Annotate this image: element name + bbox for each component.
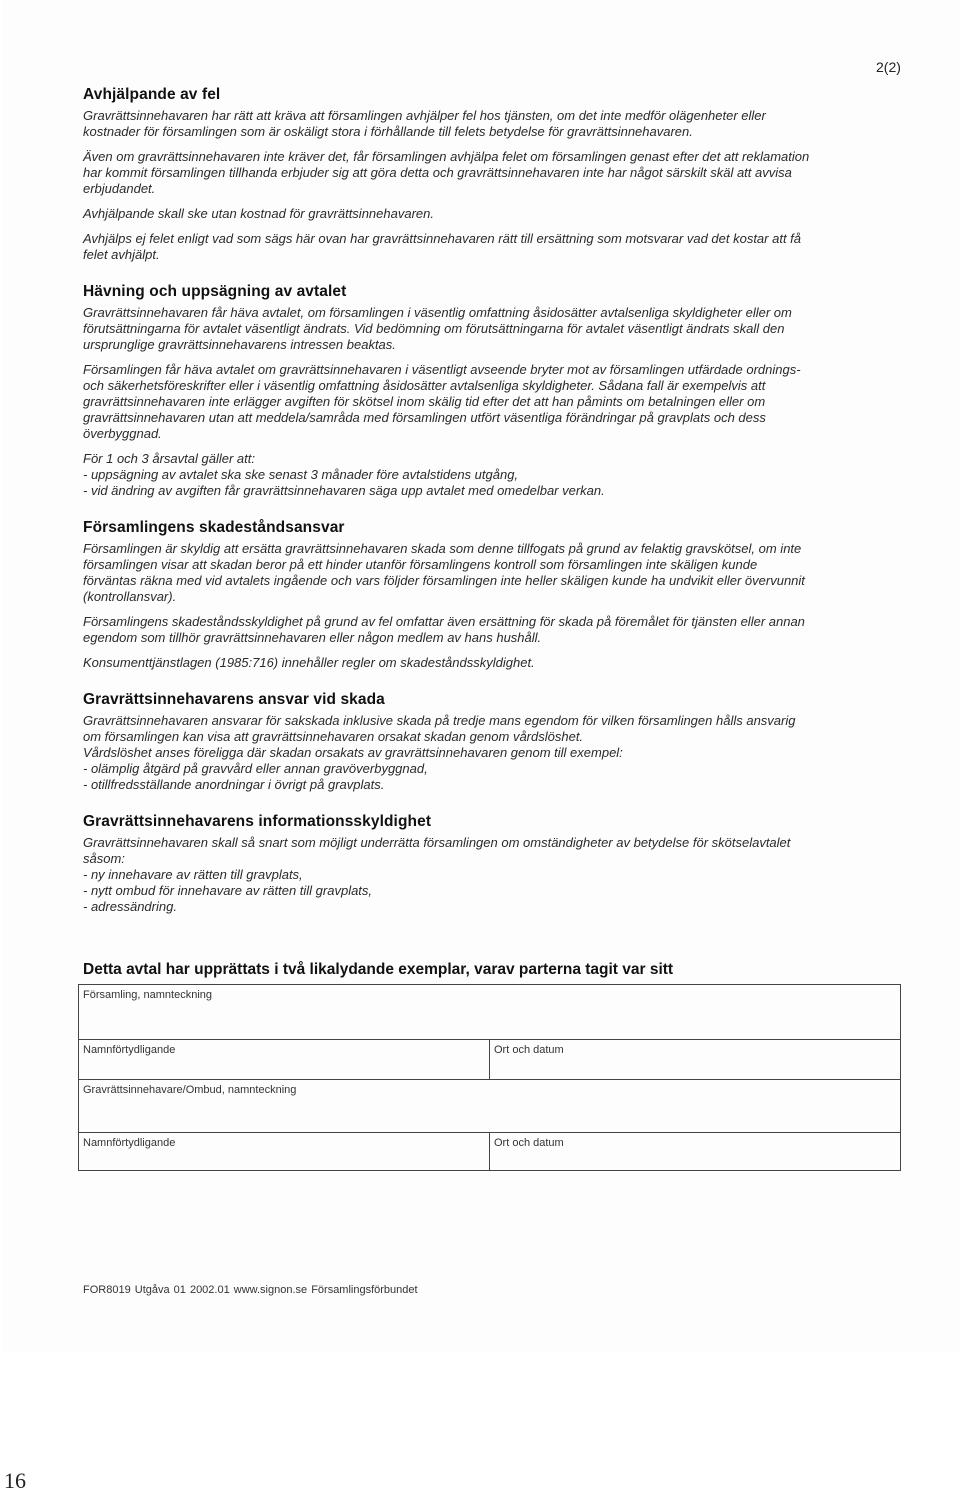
signature-row (79, 1133, 900, 1170)
section-heading: Gravrättsinnehavarens ansvar vid skada (83, 691, 385, 708)
forsamling-signature-field[interactable] (79, 985, 900, 1039)
section-avhjalpande (83, 86, 903, 263)
page-number: 2(2) (876, 59, 901, 75)
section-heading: Hävning och uppsägning av avtalet (83, 283, 347, 300)
field-label: Namnförtydligande (83, 1044, 176, 1056)
signature-heading: Detta avtal har upprättats i två likalydande exemplar, varav parterna tagit var sitt (83, 961, 674, 978)
field-label: Församling, namnteckning (83, 989, 213, 1001)
signature-table (78, 984, 901, 1171)
form-footer: FOR8019 Utgåva 01 2002.01 www.signon.se Församlingsförbundet (83, 1284, 418, 1296)
signature-row (79, 985, 900, 1040)
paragraph: Även om gravrättsinnehavaren inte kräver det, får församlingen avhjälpa felet om församlingen genast efter det att reklamation har kommit församlingen tillhanda erbjuder sig att göra detta och gravrättsinnehavaren inte har något särskilt skäl att avvisa erbjudandet. (83, 149, 810, 196)
paragraph: Gravrättsinnehavaren får häva avtalet, om församlingen i väsentlig omfattning åsidosätter avtalsenliga skyldigheter eller om förutsättningarna för avtalet väsentligt ändrats. Vid bedömning om förutsättningarna för avtalet väsentligt ändrats skall den ursprunglige gravrättsinnehavarens intressen beaktas. (83, 305, 792, 352)
paragraph: Avhjälpande skall ske utan kostnad för gravrättsinnehavaren. (83, 206, 434, 221)
section-heading: Gravrättsinnehavarens informationsskyldighet (83, 813, 432, 830)
section-informationsskyldighet (83, 813, 903, 915)
section-skadestandsansvar (83, 519, 903, 671)
signature-row (79, 1080, 900, 1133)
namnfortydligande-field[interactable] (79, 1040, 490, 1079)
signature-row (79, 1040, 900, 1080)
section-heading: Avhjälpande av fel (83, 86, 221, 103)
field-label: Ort och datum (494, 1044, 564, 1056)
paragraph: Församlingen är skyldig att ersätta gravrättsinnehavaren skada som denne tillfogats på grund av felaktig gravskötsel, om inte församlingen visar att skadan beror på ett hinder utanför församlingens kontroll som församlingen inte skäligen kunde förväntas räkna med vid avtalets ingående och vars följder församlingen inte heller skäligen kunde ha undvikit eller övervunnit (kontrollansvar). (83, 541, 805, 604)
paragraph: Gravrättsinnehavaren har rätt att kräva att församlingen avhjälper fel hos tjänsten, om det inte medför olägenheter eller kostnader för församlingen som är oskäligt stora i förhållande till felets betydelse för gravrättsinnehavaren. (83, 108, 766, 139)
paragraph: För 1 och 3 årsavtal gäller att: - uppsägning av avtalet ska ske senast 3 månader före avtalstidens utgång, - vid ändring av avgiften får gravrättsinnehavaren säga upp avtalet med omedelbar verkan. (83, 451, 605, 498)
paragraph: Gravrättsinnehavaren ansvarar för sakskada inklusive skada på tredje mans egendom för vilken församlingen hålls ansvarig om församlingen kan visa att gravrättsinnehavaren orsakat skadan genom vårdslöshet. Vårdslöshet anses föreligga där skadan orsakats av gravrättsinnehavaren genom till exempel: - olämplig åtgärd på gravvård eller annan gravöverbyggnad, - otillfredsställande anordningar i övrigt på gravplats. (83, 713, 796, 792)
paragraph: Gravrättsinnehavaren skall så snart som möjligt underrätta församlingen om omständigheter av betydelse för skötselavtalet såsom: - ny innehavare av rätten till gravplats, - nytt ombud för innehavare av rätten till gravplats, - adressändring. (83, 835, 791, 914)
gravratt-signature-field[interactable] (79, 1080, 900, 1132)
paragraph: Församlingens skadeståndsskyldighet på grund av fel omfattar även ersättning för skada på föremålet för tjänsten eller annan egendom som tillhör gravrättsinnehavaren eller någon medlem av hans hushåll. (83, 614, 805, 645)
paragraph: Avhjälps ej felet enligt vad som sägs här ovan har gravrättsinnehavaren rätt till ersättning som motsvarar vad det kostar att få felet avhjälpt. (83, 231, 802, 262)
ort-datum-field[interactable] (490, 1133, 900, 1170)
namnfortydligande-field[interactable] (79, 1133, 490, 1170)
section-havning (83, 283, 903, 499)
outer-page-number: 16 (4, 1468, 26, 1493)
section-heading: Församlingens skadeståndsansvar (83, 519, 345, 536)
paragraph: Församlingen får häva avtalet om gravrättsinnehavaren i väsentligt avseende bryter mot av församlingen utfärdade ordnings- och säkerhetsföreskrifter eller i väsentlig omfattning åsidosätter avtalsenliga skyldigheter. Sådana fall är exempelvis att gravrättsinnehavaren inte erlägger avgiften för skötsel inom skälig tid efter det att han påmints om betalningen eller om gravrättsinnehavaren utan att meddela/samråda med församlingen utfört väsentliga förändringar på gravplats och dess överbyggnad. (83, 362, 801, 441)
paragraph: Konsumenttjänstlagen (1985:716) innehåller regler om skadeståndsskyldighet. (83, 655, 535, 670)
document-body (83, 86, 903, 935)
field-label: Ort och datum (494, 1137, 564, 1149)
field-label: Gravrättsinnehavare/Ombud, namnteckning (83, 1084, 297, 1096)
field-label: Namnförtydligande (83, 1137, 176, 1149)
section-ansvar-vid-skada (83, 691, 903, 793)
ort-datum-field[interactable] (490, 1040, 900, 1079)
